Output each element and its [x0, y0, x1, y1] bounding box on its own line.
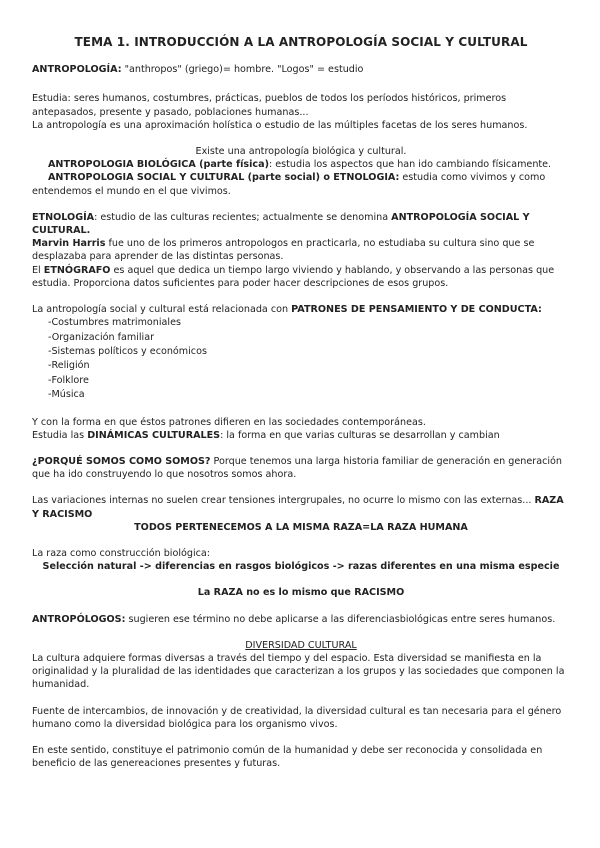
diversidad-heading-text: DIVERSIDAD CULTURAL [245, 639, 357, 651]
porque-text: Porque tenemos una larga historia familiar de generación en generación que ha ido construyendo lo que nosotros somos ahora. [32, 456, 562, 481]
raza-line: La raza como construcción biológica: [32, 548, 210, 560]
etnologia-term2: ANTROPOLOGÍA SOCIAL Y CULTURAL. [32, 211, 530, 237]
list-item: -Folklore [48, 374, 89, 386]
list-item: -Organización familiar [48, 331, 155, 343]
dinamicas-line [32, 429, 570, 442]
diversidad-heading [32, 639, 570, 652]
dinamicas-text: : la forma en que varias culturas se desarrollan y cambian [220, 429, 500, 441]
list-item: -Sistemas políticos y económicos [48, 346, 207, 358]
bio-anthropology-line [32, 158, 570, 171]
raza-racismo-line [32, 586, 570, 599]
harris-text: fue uno de los primeros antropologos en practicarla, no estudiaba su cultura sino que se desplazaba para aprender de las distintas personas. [32, 238, 535, 263]
dinamicas-term: DINÁMICAS CULTURALES [87, 429, 221, 441]
porque-paragraph [32, 455, 570, 481]
raza-racismo-text: La RAZA no es lo mismo que RACISMO [197, 587, 405, 599]
diversidad-p1: La cultura adquiere formas diversas a través del tiempo y del espacio. Esta diversidad se manifiesta en la originalidad y la pluralidad de las identidades que caracterizan a los grupos y las sociedades que componen la humanidad. [32, 653, 565, 691]
seleccion-text: Selección natural -> diferencias en rasgos biológicos -> razas diferentes en una misma especie [42, 561, 560, 573]
bio-term: ANTROPOLOGIA BIOLÓGICA (parte física) [48, 159, 269, 171]
social-text: estudia como vivimos y como entendemos el mundo en el que vivimos. [32, 172, 546, 197]
etnografo-text: es aquel que dedica un tiempo largo viviendo y hablando, y observando a las personas que estudia. Proporciona datos suficientes para poder hacer descripciones de esos grupos. [32, 264, 555, 289]
dinamicas-pre: Estudia las [32, 429, 88, 441]
list-item: -Música [48, 389, 85, 401]
patterns-intro-text: La antropología social y cultural está relacionada con [32, 304, 292, 316]
antropologos-text: sugieren ese término no debe aplicarse a las diferenciasbiológicas entre seres humanos. [125, 613, 556, 625]
antropologos-line [32, 613, 570, 626]
social-term: ANTROPOLOGIA SOCIAL Y CULTURAL (parte social) o ETNOLOGIA: [48, 172, 400, 184]
etnografo-pre: El [32, 264, 44, 276]
variaciones-paragraph [32, 494, 570, 520]
diversidad-p2: Fuente de intercambios, de innovación y de creatividad, la diversidad cultural es tan necesaria para el género humano como la diversidad biológica para los organismo vivos. [32, 705, 562, 730]
misma-raza-text: TODOS PERTENECEMOS A LA MISMA RAZA=LA RAZA HUMANA [134, 521, 468, 533]
misma-raza-line [32, 521, 570, 534]
etnologia-line [32, 211, 570, 237]
patterns-term: PATRONES DE PENSAMIENTO Y DE CONDUCTA: [291, 304, 542, 316]
definition-text: "anthropos" (griego)= hombre. "Logos" = estudio [121, 64, 364, 76]
patterns-list [32, 316, 570, 401]
social-anthropology-line [32, 171, 570, 197]
term-antropologia: ANTROPOLOGÍA: [32, 64, 122, 76]
harris-term: Marvin Harris [32, 238, 106, 250]
antropologos-term: ANTROPÓLOGOS: [32, 613, 126, 625]
holistic-paragraph: La antropología es una aproximación holística o estudio de las múltiples facetas de los seres humanos. [32, 119, 528, 131]
etnografo-paragraph [32, 264, 570, 290]
bio-text: : estudia los aspectos que han ido cambiando físicamente. [268, 159, 552, 171]
etnologia-term: ETNOLOGÍA [32, 211, 95, 223]
raza-racismo-term: RAZA Y RACISMO [32, 495, 564, 520]
definition-line [32, 63, 570, 76]
etnografo-term: ETNÓGRAFO [43, 264, 111, 276]
harris-paragraph [32, 237, 570, 263]
seleccion-line [32, 560, 570, 573]
etnologia-text: : estudio de las culturas recientes; actualmente se denomina [94, 211, 392, 223]
list-item: -Religión [48, 360, 90, 372]
page-title: TEMA 1. INTRODUCCIÓN A LA ANTROPOLOGÍA SOCIAL Y CULTURAL [74, 35, 528, 49]
list-item: -Costumbres matrimoniales [48, 317, 181, 329]
diversidad-p3: En este sentido, constituye el patrimonio común de la humanidad y debe ser reconocida y consolidada en beneficio de las genereaciones presentes y futuras. [32, 745, 543, 770]
types-intro: Existe una antropología biológica y cultural. [195, 146, 407, 158]
estudia-paragraph: Estudia: seres humanos, costumbres, prácticas, pueblos de todos los períodos históricos, primeros antepasados, presente y pasado, poblaciones humanas... [32, 93, 507, 118]
variaciones-text: Las variaciones internas no suelen crear tensiones intergrupales, no ocurre lo mismo con las externas... [32, 495, 535, 507]
patterns-intro [32, 303, 570, 316]
forma-line: Y con la forma en que éstos patrones difieren en las sociedades contemporáneas. [32, 416, 426, 428]
porque-term: ¿PORQUÉ SOMOS COMO SOMOS? [32, 456, 211, 467]
